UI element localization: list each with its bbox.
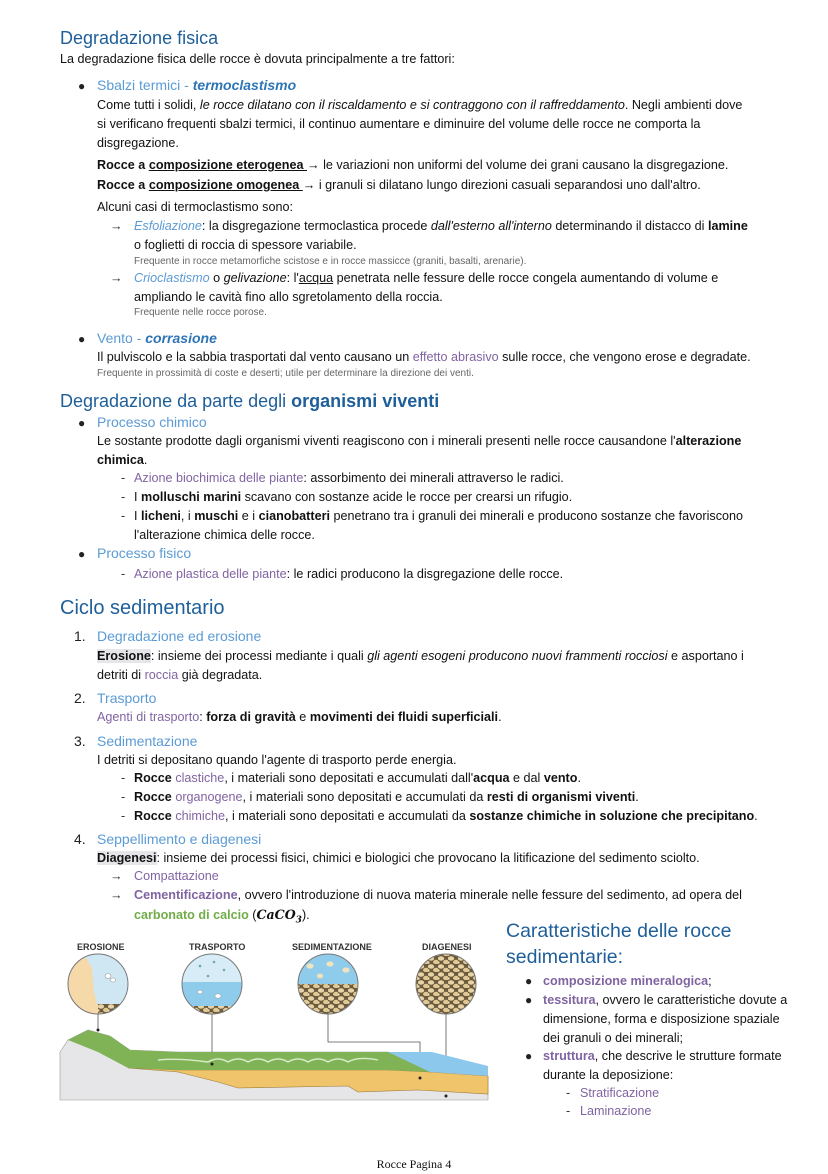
dash-icon: -	[121, 809, 126, 823]
step-number: 1.	[74, 628, 86, 644]
item-compattazione: Compattazione	[134, 869, 219, 883]
figure-label-sedimentazione: SEDIMENTAZIONE	[292, 942, 372, 952]
arrow-right-icon: →	[110, 869, 123, 883]
list-item-biochimica: Azione biochimica delle piante: assorbimento dei minerali attraverso le radici.	[134, 471, 564, 485]
paragraph-vento: Il pulviscolo e la sabbia trasportati dal vento causano un effetto abrasivo sulle rocce, che vengono erose e degradate.	[97, 350, 751, 364]
line-eterogenea: Rocce a composizione eterogenea → le variazioni non uniformi del volume dei grani causano la disgregazione.	[97, 158, 729, 172]
list-item-laminazione: Laminazione	[580, 1104, 652, 1118]
note-crioclastismo: Frequente nelle rocce porose.	[134, 307, 267, 318]
arrow-right-icon: →	[110, 219, 123, 233]
step-number: 4.	[74, 831, 86, 847]
bullet-icon: ●	[78, 332, 86, 346]
dash-icon: -	[121, 509, 126, 523]
note-esfoliazione: Frequente in rocce metamorfiche scistose e in rocce massicce (graniti, basalti, arenarie).	[134, 256, 527, 267]
figure-label-erosione: EROSIONE	[77, 942, 125, 952]
arrow-right-icon: →	[110, 271, 123, 285]
heading-organismi-viventi: Degradazione da parte degli organismi viventi	[60, 391, 440, 411]
bullet-icon: ●	[78, 79, 86, 93]
step-seppellimento-diagenesi: Seppellimento e diagenesi	[97, 831, 262, 847]
dash-icon: -	[121, 490, 126, 504]
bullet-icon: ●	[525, 993, 533, 1007]
step-number: 2.	[74, 690, 86, 706]
list-item-stratificazione: Stratificazione	[580, 1086, 660, 1100]
list-item-struttura: struttura, che descrive le strutture formate durante la deposizione:	[543, 1049, 782, 1082]
arrow-right-icon: →	[110, 888, 123, 902]
dash-icon: -	[566, 1086, 571, 1100]
case-crioclastismo: Crioclastismo o gelivazione: l'acqua penetrata nelle fessure delle rocce congela aumentando di volume e ampliando le cavità fino allo sgretolamento della roccia.	[134, 271, 719, 304]
subheading-processo-fisico: Processo fisico	[97, 545, 192, 561]
list-item-azione-plastica: Azione plastica delle piante: le radici producono la disgregazione delle rocce.	[134, 567, 564, 581]
figure-label-diagenesi: DIAGENESI	[422, 942, 472, 952]
step-sedimentazione: Sedimentazione	[97, 733, 198, 749]
paragraph-trasporto: Agenti di trasporto: forza di gravità e movimenti dei fluidi superficiali.	[97, 710, 502, 724]
heading-degradazione-fisica: Degradazione fisica	[60, 28, 219, 48]
line-omogenea: Rocce a composizione omogenea → i granuli si dilatano lungo direzioni casuali separandosi uno dall'altro.	[97, 178, 701, 192]
subheading-vento: Vento - corrasione	[97, 330, 217, 346]
dash-icon: -	[121, 567, 126, 581]
sedimentary-cycle-figure	[58, 932, 490, 1104]
paragraph-processo-chimico: Le sostante prodotte dagli organismi viventi reagiscono con i minerali presenti nelle rocce causandone l'alterazione chimica.	[97, 434, 742, 467]
dash-icon: -	[121, 790, 126, 804]
list-item-licheni: I licheni, i muschi e i cianobatteri penetrano tra i granuli dei minerali e producono sostanze che favoriscono l'alterazione chimica delle rocce.	[134, 509, 744, 542]
case-esfoliazione: Esfoliazione: la disgregazione termoclastica procede dall'esterno all'interno determinando il distacco di lamine o foglietti di roccia di spessore variabile.	[134, 219, 748, 252]
heading-caratteristiche-rocce-sedimentarie: Caratteristiche delle rocce sedimentarie:	[506, 920, 732, 968]
paragraph-erosione: Erosione: insieme dei processi mediante i quali gli agenti esogeni producono nuovi frammenti rocciosi e asportano i detriti di roccia già degradata.	[97, 649, 744, 682]
sedimentary-cycle-illustration	[58, 932, 490, 1104]
page-footer: Rocce Pagina 4	[376, 1157, 452, 1171]
step-number: 3.	[74, 733, 86, 749]
bullet-icon: ●	[525, 1049, 533, 1063]
step-degradazione-erosione: Degradazione ed erosione	[97, 628, 262, 644]
heading-ciclo-sedimentario: Ciclo sedimentario	[60, 597, 225, 619]
dash-icon: -	[121, 471, 126, 485]
subheading-sbalzi-termici: Sbalzi termici - termoclastismo	[97, 77, 297, 93]
list-item-clastiche: Rocce clastiche, i materiali sono depositati e accumulati dall'acqua e dal vento.	[134, 771, 581, 785]
cases-intro: Alcuni casi di termoclastismo sono:	[97, 200, 293, 214]
figure-label-trasporto: TRASPORTO	[189, 942, 246, 952]
bullet-icon: ●	[78, 416, 86, 430]
paragraph-termoclastismo: Come tutti i solidi, le rocce dilatano con il riscaldamento e si contraggono con il raffreddamento. Negli ambienti dove si verificano frequenti sbalzi termici, il continuo aumentare e diminuire del volume delle rocce ne comporta la disgregazione.	[97, 98, 743, 150]
note-vento: Frequente in prossimità di coste e deserti; utile per determinare la direzione dei venti.	[97, 368, 474, 379]
dash-icon: -	[566, 1104, 571, 1118]
item-cementificazione: Cementificazione, ovvero l'introduzione di nuova materia minerale nelle fessure del sedimento, ad opera del carbonato di calcio (CaCO$_3$).	[134, 888, 742, 926]
list-item-organogene: Rocce organogene, i materiali sono depositati e accumulati da resti di organismi viventi.	[134, 790, 639, 804]
dash-icon: -	[121, 771, 126, 785]
bullet-icon: ●	[525, 974, 533, 988]
bullet-icon: ●	[78, 547, 86, 561]
step-trasporto: Trasporto	[97, 690, 157, 706]
list-item-molluschi: I molluschi marini scavano con sostanze acide le rocce per crearsi un rifugio.	[134, 490, 573, 504]
paragraph-diagenesi: Diagenesi: insieme dei processi fisici, chimici e biologici che provocano la litificazione del sedimento sciolto.	[97, 851, 700, 865]
intro-text: La degradazione fisica delle rocce è dovuta principalmente a tre fattori:	[60, 52, 455, 66]
list-item-composizione: composizione mineralogica;	[543, 974, 712, 988]
paragraph-sedimentazione: I detriti si depositano quando l'agente di trasporto perde energia.	[97, 753, 457, 767]
list-item-tessitura: tessitura, ovvero le caratteristiche dovute a dimensione, forma e disposizione spaziale dei granuli o dei minerali;	[543, 993, 788, 1045]
list-item-chimiche: Rocce chimiche, i materiali sono depositati e accumulati da sostanze chimiche in soluzione che precipitano.	[134, 809, 758, 823]
subheading-processo-chimico: Processo chimico	[97, 414, 207, 430]
